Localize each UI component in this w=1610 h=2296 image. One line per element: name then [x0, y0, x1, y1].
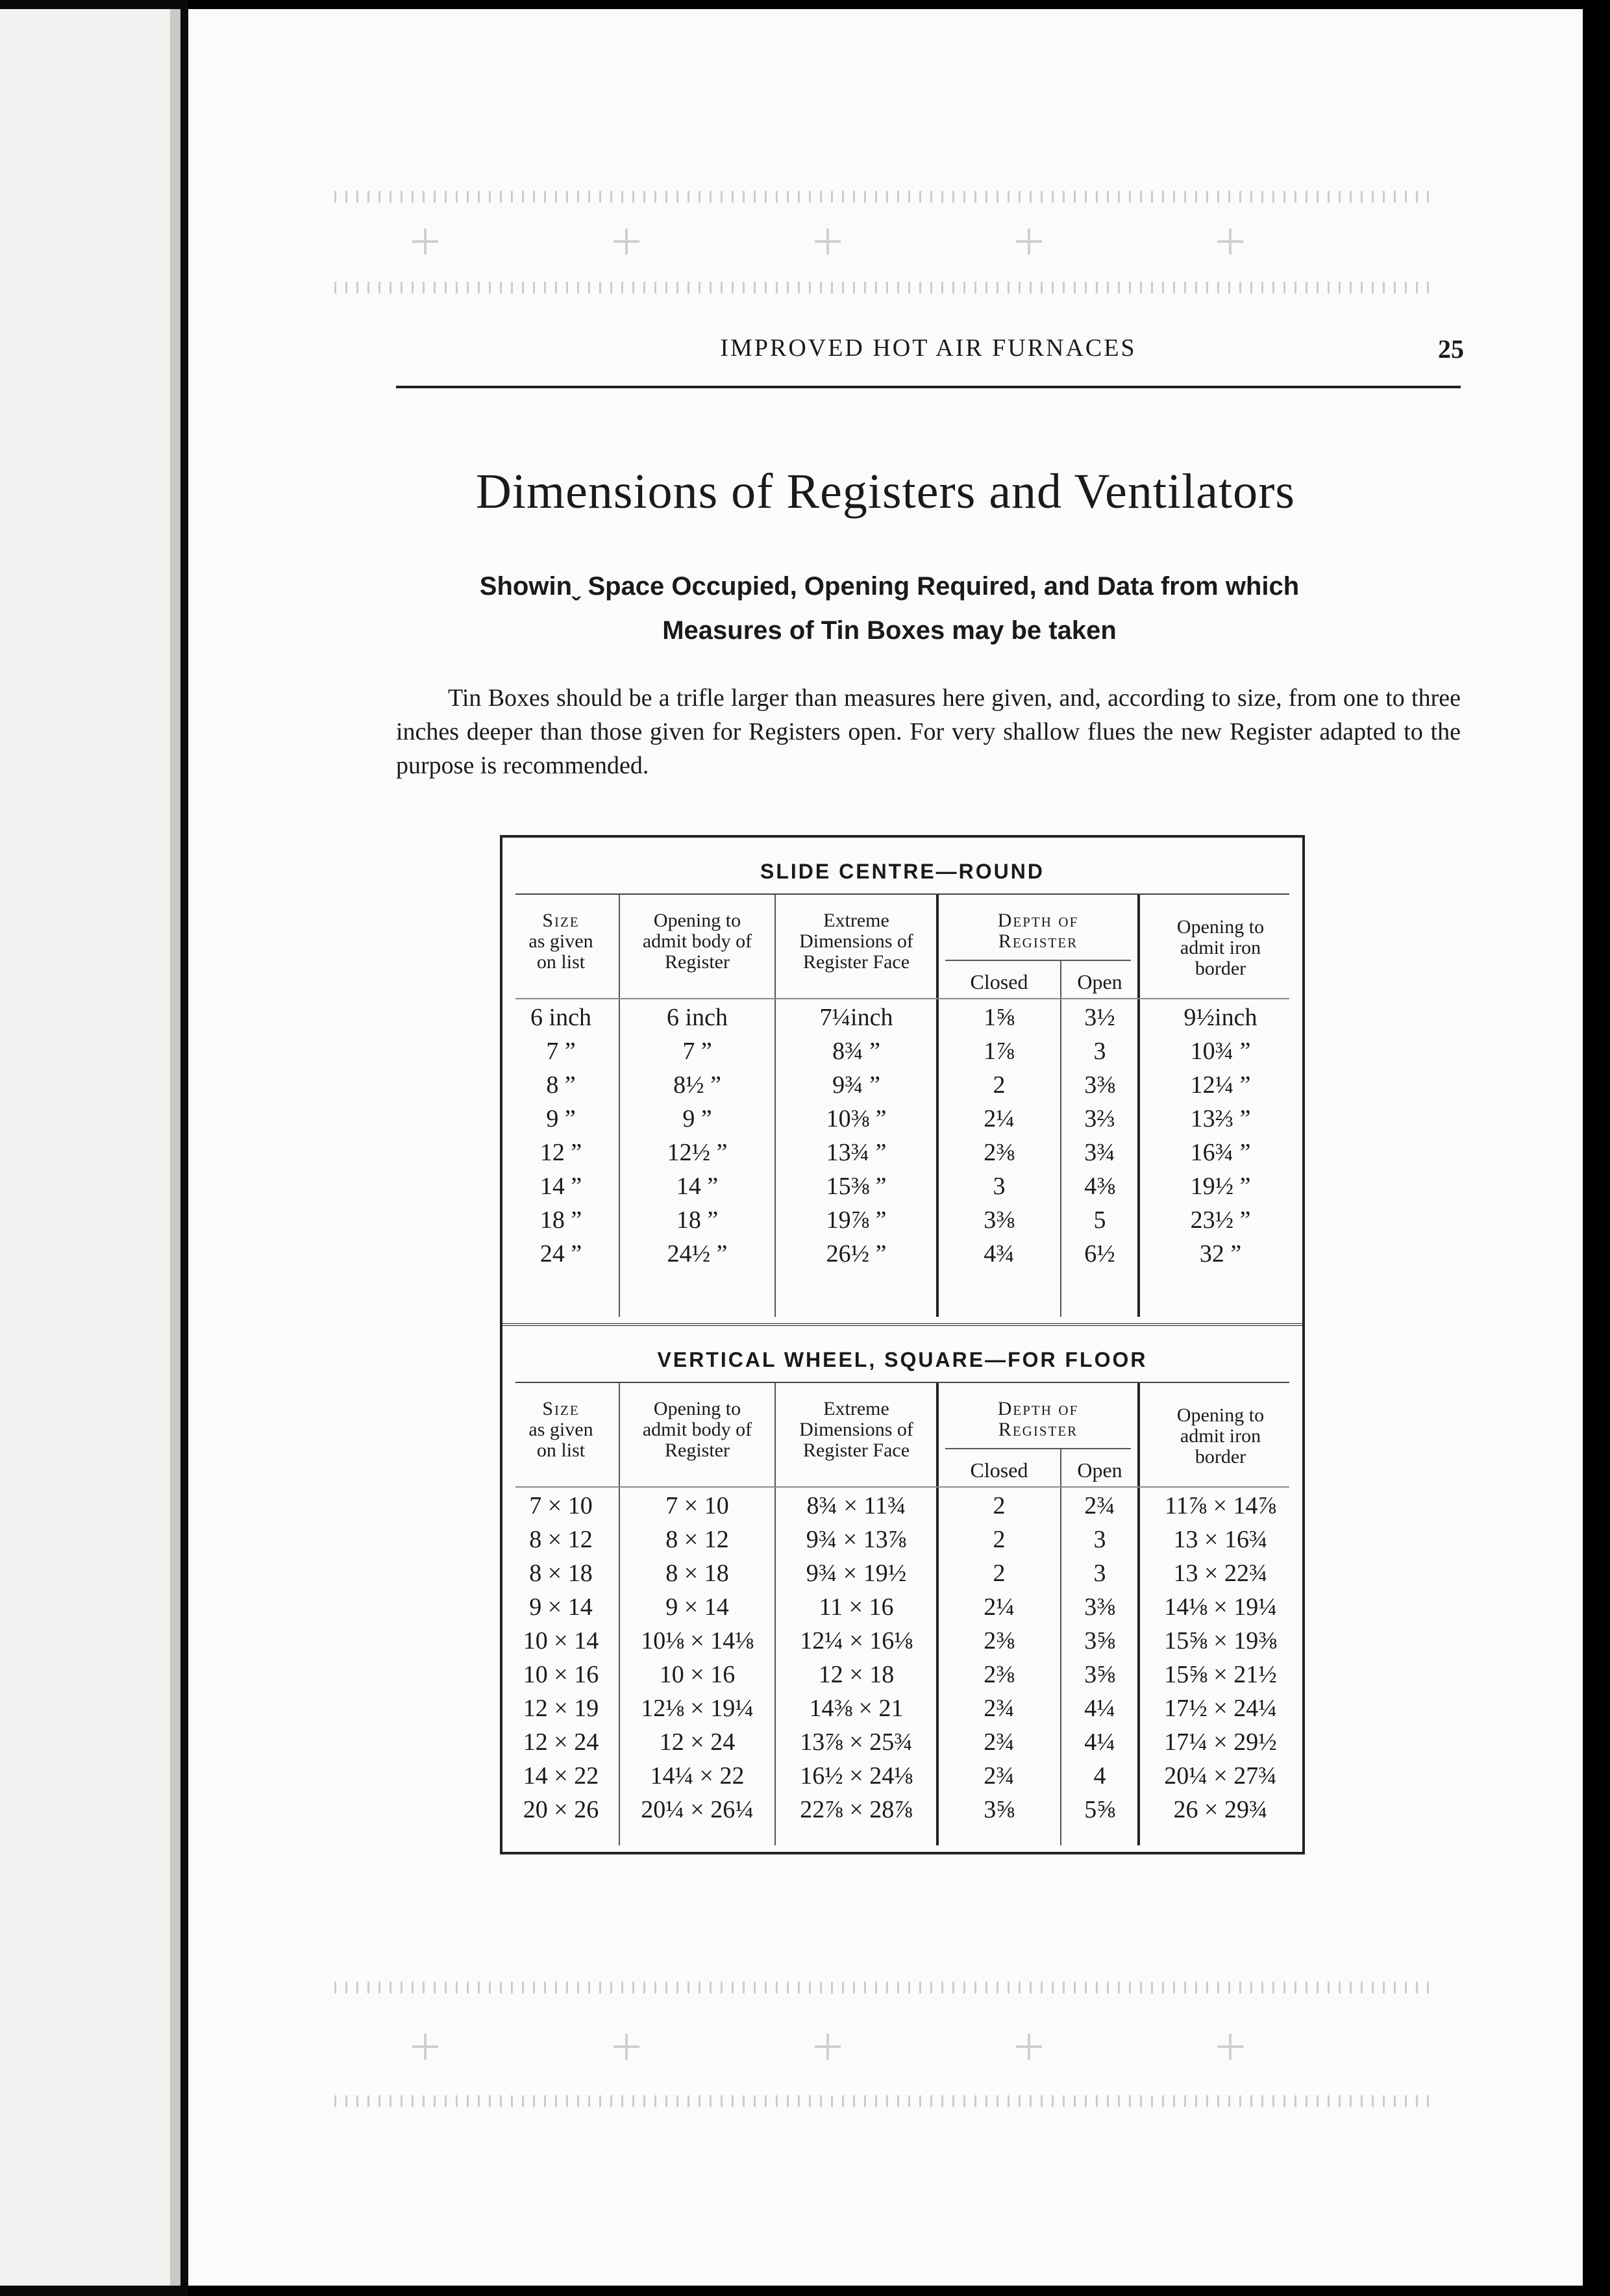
- size-header-line: as given: [528, 1419, 593, 1440]
- table-cell-extreme: 13¾ ”: [826, 1139, 887, 1166]
- table-cell-open: 4: [1093, 1762, 1106, 1790]
- ornament-flower-icon: [613, 2034, 639, 2060]
- ornament-flower-icon: [1016, 229, 1042, 255]
- table-cell-size: 12 × 24: [523, 1728, 599, 1756]
- open-header: Open: [1077, 1458, 1122, 1482]
- ornament-line: [334, 191, 1431, 203]
- table-cell-size: 14 ”: [539, 1173, 582, 1200]
- table-cell-size: 8 × 12: [529, 1526, 593, 1553]
- ornament-line: [334, 1982, 1431, 1993]
- table-cell-body: 20¼ × 26¼: [641, 1796, 754, 1823]
- open-header: Open: [1077, 970, 1122, 993]
- table-cell-size: 14 × 22: [523, 1762, 599, 1790]
- size-header-line: on list: [536, 951, 586, 973]
- table-cell-border: 14⅛ × 19¼: [1164, 1593, 1277, 1621]
- running-head: [396, 334, 1464, 366]
- depth-header: [941, 1399, 1135, 1440]
- table-cell-closed: 2⅜: [984, 1661, 1015, 1688]
- opening-body-header-line: admit body of: [642, 1419, 752, 1440]
- table-cell-border: 17¼ × 29½: [1164, 1728, 1277, 1756]
- table-cell-open: 5⅝: [1084, 1796, 1115, 1823]
- table-cell-border: 16¾ ”: [1190, 1139, 1251, 1166]
- table-cell-open: 3: [1093, 1038, 1106, 1065]
- table-cell-size: 20 × 26: [523, 1796, 599, 1823]
- opening-body-header-line: admit body of: [642, 930, 752, 952]
- table-cell-size: 10 × 16: [523, 1661, 599, 1688]
- ornament-flower-icon: [815, 2034, 841, 2060]
- closed-header: Closed: [970, 970, 1028, 993]
- ornament-flower-icon: [815, 229, 841, 255]
- opening-border-header: [1142, 1405, 1299, 1467]
- table-cell-extreme: 11 × 16: [819, 1593, 894, 1621]
- table-cell-closed: 2: [993, 1071, 1006, 1099]
- table-cell-closed: 2: [993, 1526, 1006, 1553]
- table-cell-body: 10 × 16: [659, 1661, 736, 1688]
- table-cell-closed: 2⅜: [984, 1139, 1015, 1166]
- book-spine: [170, 9, 180, 2286]
- table-cell-closed: 2: [993, 1560, 1006, 1587]
- table-cell-closed: 2¾: [984, 1695, 1015, 1722]
- section-title-rule: [515, 1382, 1289, 1383]
- header-rule: [396, 386, 1461, 388]
- book-page: [188, 9, 1583, 2286]
- table-cell-border: 15⅝ × 19⅜: [1164, 1627, 1277, 1654]
- table-cell-extreme: 12 × 18: [818, 1661, 895, 1688]
- table-cell-border: 19½ ”: [1190, 1173, 1251, 1200]
- table-cell-border: 13⅔ ”: [1190, 1105, 1251, 1132]
- opening-border-header-line: admit iron: [1180, 1425, 1261, 1447]
- table-cell-body: 12⅛ × 19¼: [641, 1695, 754, 1722]
- closed-header: Closed: [970, 1458, 1028, 1482]
- table-cell-border: 32 ”: [1199, 1240, 1242, 1267]
- table-cell-body: 8 × 18: [665, 1560, 729, 1587]
- ornament-flower-icon: [412, 229, 438, 255]
- extreme-dimensions-header-line: Extreme: [823, 910, 889, 931]
- table-cell-size: 9 × 14: [529, 1593, 593, 1621]
- table-cell-body: 7 ”: [682, 1038, 712, 1065]
- table-cell-closed: 1⅞: [984, 1038, 1015, 1065]
- ornament-flower-icon: [1016, 2034, 1042, 2060]
- page-title: Dimensions of Registers and Ventilators: [476, 464, 1295, 519]
- table-cell-closed: 2¼: [984, 1105, 1015, 1132]
- table-cell-border: 11⅞ × 14⅞: [1164, 1492, 1277, 1519]
- table-cell-open: 4¼: [1084, 1728, 1115, 1756]
- table-section: [502, 838, 1302, 1323]
- table-cell-extreme: 7¼inch: [819, 1004, 893, 1031]
- table-cell-size: 10 × 14: [523, 1627, 599, 1654]
- table-cell-size: 6 inch: [530, 1004, 591, 1031]
- table-cell-body: 14 ”: [676, 1173, 719, 1200]
- table-cell-body: 6 inch: [667, 1004, 728, 1031]
- table-cell-extreme: 9¾ × 19½: [806, 1560, 907, 1587]
- table-cell-extreme: 9¾ ”: [832, 1071, 880, 1099]
- table-cell-body: 7 × 10: [665, 1492, 729, 1519]
- bottom-ornament-border: [334, 1962, 1431, 2112]
- table-section: [502, 1323, 1302, 1854]
- table-cell-extreme: 13⅞ × 25¾: [800, 1728, 913, 1756]
- table-cell-size: 24 ”: [539, 1240, 582, 1267]
- page-number: 25: [1438, 334, 1464, 364]
- table-cell-closed: 3: [993, 1173, 1006, 1200]
- top-ornament-border: [334, 183, 1431, 300]
- table-cell-body: 12½ ”: [667, 1139, 728, 1166]
- opening-body-header-line: Register: [665, 951, 730, 973]
- opening-body-header-line: Opening to: [653, 1398, 741, 1419]
- depth-header: [941, 910, 1135, 952]
- table-cell-border: 10¾ ”: [1190, 1038, 1251, 1065]
- depth-header-rule: [945, 960, 1131, 961]
- opening-border-header-line: admit iron: [1180, 937, 1261, 958]
- table-cell-size: 12 × 19: [523, 1695, 599, 1722]
- ornament-flower-icon: [1217, 2034, 1243, 2060]
- table-cell-open: 3⅝: [1084, 1661, 1115, 1688]
- table-cell-size: 7 × 10: [529, 1492, 593, 1519]
- opening-border-header: [1142, 917, 1299, 979]
- section-title-rule: [515, 893, 1289, 895]
- table-cell-body: 9 ”: [682, 1105, 712, 1132]
- intro-paragraph: Tin Boxes should be a trifle larger than measures here given, and, according to size, from one to three inches deeper than those given for Registers open. For very shallow flues the new Register adapted to the purpose is recommended.: [396, 684, 1461, 779]
- ornament-flower-icon: [1217, 229, 1243, 255]
- depth-header-line: Register: [998, 930, 1078, 952]
- table-cell-open: 3⅜: [1084, 1071, 1115, 1099]
- extreme-dimensions-header: [778, 1399, 934, 1461]
- opening-border-header-line: border: [1195, 958, 1246, 979]
- table-cell-extreme: 19⅞ ”: [826, 1206, 887, 1234]
- ornament-line: [334, 282, 1431, 293]
- ornament-line: [334, 2095, 1431, 2107]
- size-header-line: on list: [536, 1440, 586, 1461]
- table-cell-open: 3: [1093, 1526, 1106, 1553]
- table-cell-open: 6½: [1084, 1240, 1115, 1267]
- table-cell-border: 26 × 29¾: [1173, 1796, 1268, 1823]
- header-bottom-rule: [515, 1486, 1289, 1488]
- table-cell-extreme: 26½ ”: [826, 1240, 887, 1267]
- extreme-dimensions-header-line: Register Face: [802, 1440, 910, 1461]
- table-cell-border: 9½inch: [1183, 1004, 1257, 1031]
- table-cell-border: 23½ ”: [1190, 1206, 1251, 1234]
- opening-body-header-line: Register: [665, 1440, 730, 1461]
- depth-header-line: Register: [998, 1419, 1078, 1440]
- extreme-dimensions-header-line: Dimensions of: [799, 1419, 913, 1440]
- table-cell-closed: 2⅜: [984, 1627, 1015, 1654]
- table-cell-closed: 1⅝: [984, 1004, 1015, 1031]
- table-cell-body: 14¼ × 22: [650, 1762, 745, 1790]
- table-cell-closed: 4¾: [984, 1240, 1015, 1267]
- table-cell-open: 4⅜: [1084, 1173, 1115, 1200]
- table-cell-closed: 2¼: [984, 1593, 1015, 1621]
- table-cell-extreme: 16½ × 24⅛: [800, 1762, 913, 1790]
- table-cell-extreme: 8¾ ”: [832, 1038, 880, 1065]
- opening-body-header: [623, 1399, 772, 1461]
- table-cell-closed: 3⅝: [984, 1796, 1015, 1823]
- section-title: VERTICAL WHEEL, SQUARE—FOR FLOOR: [657, 1348, 1148, 1371]
- table-cell-open: 5: [1093, 1206, 1106, 1234]
- size-header: [506, 910, 616, 973]
- depth-header-rule: [945, 1448, 1131, 1449]
- table-cell-border: 13 × 16¾: [1173, 1526, 1268, 1553]
- depth-header-line: Depth of: [997, 1398, 1079, 1419]
- opening-border-header-line: border: [1195, 1446, 1246, 1467]
- table-cell-size: 9 ”: [546, 1105, 576, 1132]
- table-cell-body: 8 × 12: [665, 1526, 729, 1553]
- table-cell-size: 8 ”: [546, 1071, 576, 1099]
- table-cell-body: 24½ ”: [667, 1240, 728, 1267]
- table-cell-open: 3⅝: [1084, 1627, 1115, 1654]
- table-cell-open: 3⅔: [1084, 1105, 1115, 1132]
- size-header-line: Size: [542, 910, 580, 931]
- size-header: [506, 1399, 616, 1461]
- table-cell-closed: 2¾: [984, 1728, 1015, 1756]
- table-cell-open: 3: [1093, 1560, 1106, 1587]
- ornament-flower-icon: [613, 229, 639, 255]
- table-cell-closed: 2¾: [984, 1762, 1015, 1790]
- running-title: IMPROVED HOT AIR FURNACES: [720, 334, 1137, 362]
- table-cell-open: 4¼: [1084, 1695, 1115, 1722]
- table-cell-size: 8 × 18: [529, 1560, 593, 1587]
- ornament-flower-icon: [412, 2034, 438, 2060]
- table-cell-open: 3⅜: [1084, 1593, 1115, 1621]
- table-cell-extreme: 14⅜ × 21: [809, 1695, 904, 1722]
- table-cell-size: 18 ”: [539, 1206, 582, 1234]
- table-cell-border: 13 × 22¾: [1173, 1560, 1268, 1587]
- table-cell-extreme: 22⅞ × 28⅞: [800, 1796, 913, 1823]
- section-title: SLIDE CENTRE—ROUND: [760, 860, 1045, 883]
- subtitle: [383, 564, 1396, 653]
- previous-page-edge: [0, 9, 180, 2286]
- table-cell-border: 12¼ ”: [1190, 1071, 1251, 1099]
- table-cell-body: 9 × 14: [665, 1593, 729, 1621]
- extreme-dimensions-header-line: Register Face: [802, 951, 910, 973]
- depth-header-line: Depth of: [997, 910, 1079, 931]
- table-cell-extreme: 9¾ × 13⅞: [806, 1526, 907, 1553]
- table-cell-open: 3¾: [1084, 1139, 1115, 1166]
- table-cell-border: 15⅝ × 21½: [1164, 1661, 1277, 1688]
- table-cell-extreme: 15⅜ ”: [826, 1173, 887, 1200]
- table-cell-border: 17½ × 24¼: [1164, 1695, 1277, 1722]
- table-cell-extreme: 12¼ × 16⅛: [800, 1627, 913, 1654]
- table-cell-body: 10⅛ × 14⅛: [641, 1627, 754, 1654]
- table-cell-body: 18 ”: [676, 1206, 719, 1234]
- column-divider: [774, 1383, 776, 1845]
- table-cell-open: 2¾: [1084, 1492, 1115, 1519]
- header-bottom-rule: [515, 998, 1289, 999]
- subtitle-line: Measures of Tin Boxes may be taken: [662, 616, 1117, 645]
- size-header-line: as given: [528, 930, 593, 952]
- table-cell-extreme: 10⅜ ”: [826, 1105, 887, 1132]
- table-cell-closed: 3⅜: [984, 1206, 1015, 1234]
- opening-body-header-line: Opening to: [653, 910, 741, 931]
- subtitle-line: Showinˬ Space Occupied, Opening Required, and Data from which: [479, 572, 1300, 601]
- table-cell-size: 7 ”: [546, 1038, 576, 1065]
- table-cell-border: 20¼ × 27¾: [1164, 1762, 1277, 1790]
- table-cell-body: 8½ ”: [673, 1071, 721, 1099]
- opening-border-header-line: Opening to: [1176, 1404, 1265, 1426]
- column-divider: [774, 895, 776, 1317]
- table-cell-body: 12 × 24: [659, 1728, 736, 1756]
- size-header-line: Size: [542, 1398, 580, 1419]
- opening-border-header-line: Opening to: [1176, 916, 1265, 938]
- extreme-dimensions-header-line: Dimensions of: [799, 930, 913, 952]
- table-cell-extreme: 8¾ × 11¾: [806, 1492, 906, 1519]
- opening-body-header: [623, 910, 772, 973]
- extreme-dimensions-header: [778, 910, 934, 973]
- extreme-dimensions-header-line: Extreme: [823, 1398, 889, 1419]
- table-cell-closed: 2: [993, 1492, 1006, 1519]
- dimensions-table: [500, 835, 1305, 1854]
- table-cell-size: 12 ”: [539, 1139, 582, 1166]
- table-cell-open: 3½: [1084, 1004, 1115, 1031]
